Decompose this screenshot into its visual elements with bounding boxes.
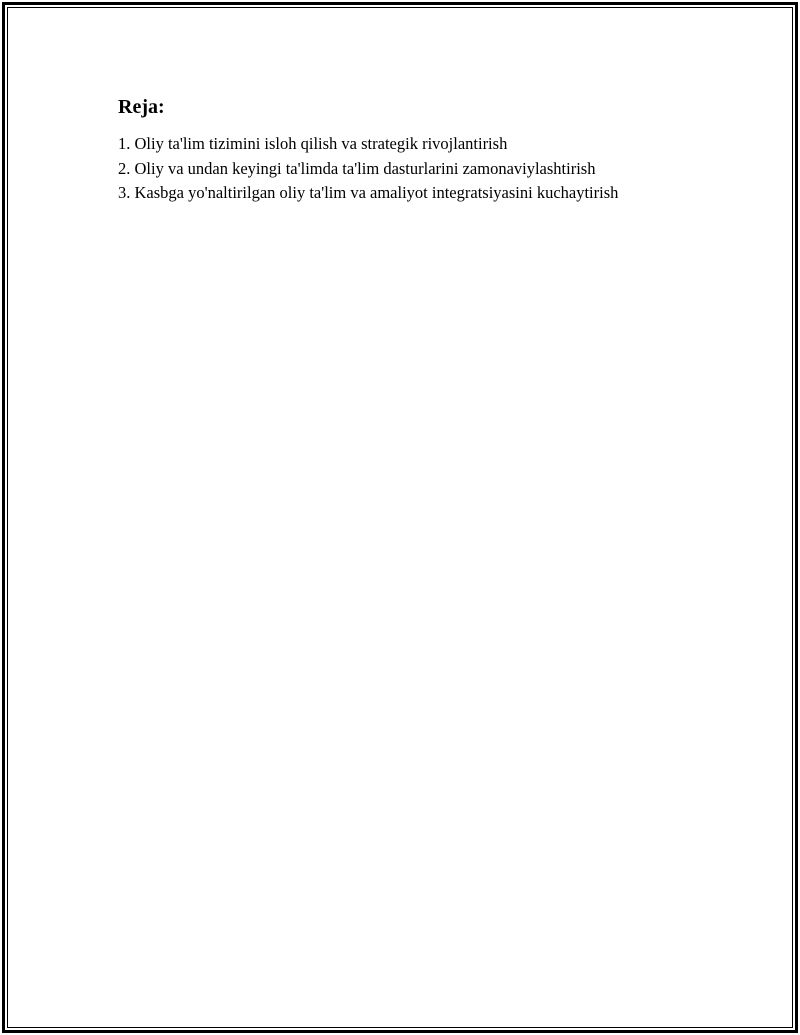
plan-item-1: 1. Oliy ta'lim tizimini isloh qilish va strategik rivojlantirish [118, 134, 508, 153]
plan-list [118, 132, 718, 206]
plan-item-2: 2. Oliy va undan keyingi ta'limda ta'lim dasturlarini zamonaviylashtirish [118, 158, 596, 178]
document-content [118, 94, 718, 206]
plan-heading: Reja: [118, 96, 165, 118]
plan-item-3: 3. Kasbga yo'naltirilgan oliy ta'lim va amaliyot integratsiyasini kuchaytirish [118, 183, 619, 202]
